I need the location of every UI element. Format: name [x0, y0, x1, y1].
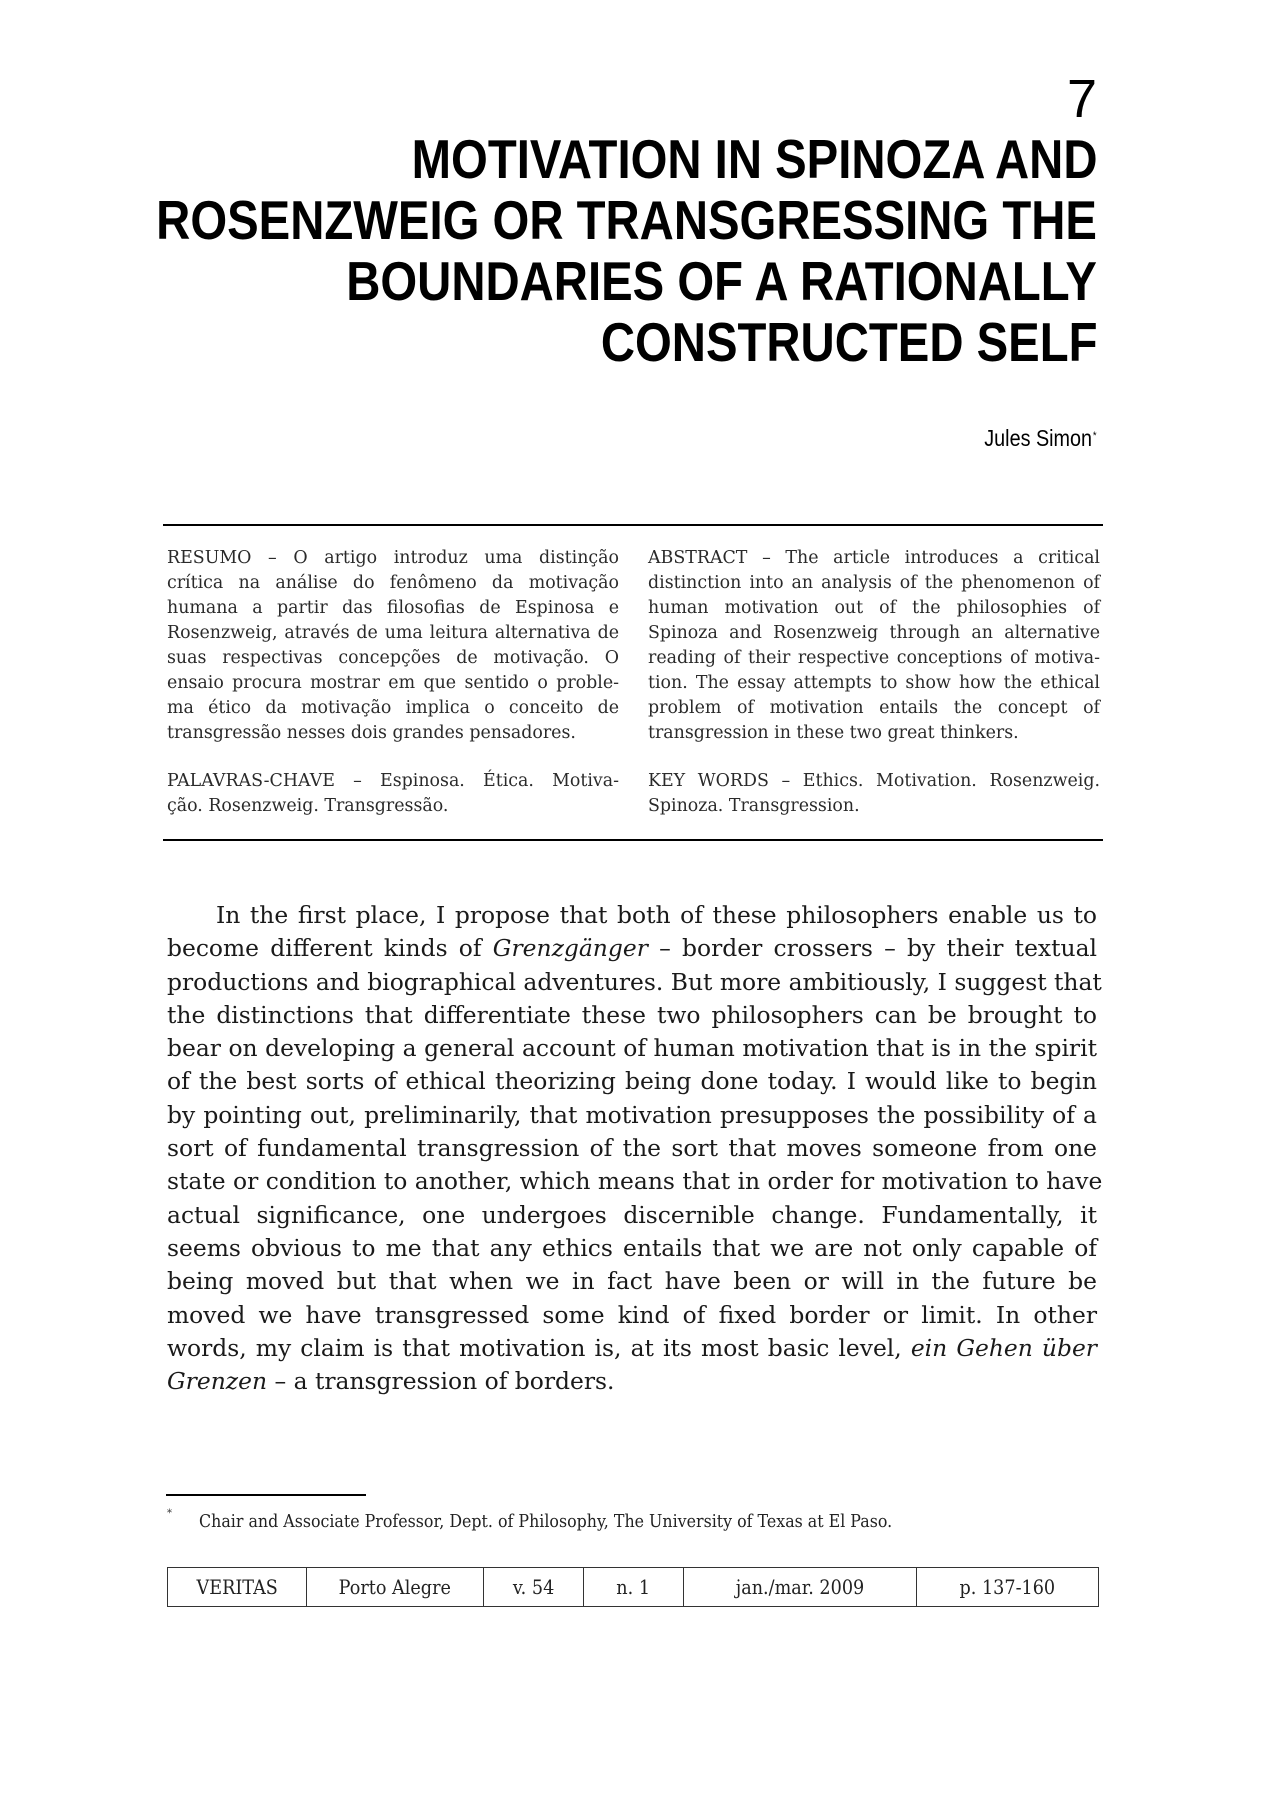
- body-line: In the first place, I propose that both of these philosophers enable us to: [216, 901, 1097, 929]
- chapter-number: 7: [1066, 69, 1097, 129]
- citation-pages: [917, 1568, 1099, 1607]
- resumo-section: [167, 546, 619, 819]
- abstract-top-rule: [163, 524, 1103, 526]
- body-line: words, my claim is that motivation is, at its most basic level, ein Gehen über: [167, 1333, 1097, 1362]
- title-line: MOTIVATION IN SPINOZA AND: [411, 128, 1097, 190]
- key-words-line: Spinoza. Transgression.: [648, 796, 860, 816]
- title-line: BOUNDARIES OF A RATIONALLY: [346, 250, 1097, 312]
- italic-term: ein Gehen über: [910, 1333, 1097, 1362]
- key-words-line: KEY WORDS – Ethics. Motivation. Rosenzweig.: [648, 771, 1100, 791]
- citation-journal-text: VERITAS: [196, 1575, 278, 1599]
- citation-volume-text: v. 54: [512, 1575, 555, 1599]
- body-line: moved we have transgressed some kind of fixed border or limit. In other: [167, 1300, 1097, 1329]
- resumo-line: crítica na análise do fenômeno da motivação: [167, 573, 619, 593]
- footnote-separator: [166, 1494, 366, 1496]
- citation-volume: [484, 1568, 584, 1607]
- body-line: sort of fundamental transgression of the sort that moves someone from one: [167, 1134, 1097, 1163]
- abstract-line: problem of motivation entails the concept of: [648, 698, 1100, 718]
- spacer: [648, 746, 1100, 769]
- title-line: CONSTRUCTED SELF: [600, 311, 1097, 373]
- body-line: state or condition to another, which means that in order for motivation to have: [167, 1167, 1103, 1196]
- body-line: being moved but that when we in fact have been or will in the future be: [167, 1267, 1097, 1296]
- citation-number: [584, 1568, 684, 1607]
- abstract-line: tion. The essay attempts to show how the ethical: [648, 673, 1100, 693]
- body-line: the distinctions that differentiate these two philosophers can be brought to: [167, 1000, 1097, 1029]
- citation-number-text: n. 1: [616, 1575, 651, 1599]
- resumo-line: humana a partir das filosofias de Espinosa e: [167, 598, 619, 618]
- body-line: Grenzen – a transgression of borders.: [167, 1367, 615, 1396]
- resumo-line: suas respectivas concepções de motivação. O: [167, 648, 619, 668]
- footnote-text: Chair and Associate Professor, Dept. of Philosophy, The University of Texas at El Paso.: [199, 1511, 893, 1532]
- resumo-line: transgressão nesses dois grandes pensadores.: [167, 723, 576, 743]
- abstract-line: Spinoza and Rosenzweig through an alternative: [648, 623, 1100, 643]
- resumo-line: ma ético da motivação implica o conceito de: [167, 698, 619, 718]
- spacer: [167, 746, 619, 769]
- citation-date-text: jan./mar. 2009: [735, 1575, 865, 1599]
- citation-journal: [168, 1568, 307, 1607]
- abstract-line: transgression in these two great thinkers.: [648, 723, 1019, 743]
- body-line: seems obvious to me that any ethics entails that we are not only capable of: [167, 1233, 1097, 1262]
- abstract-section: [648, 546, 1100, 819]
- abstract-line: reading of their respective conceptions of motiva-: [648, 648, 1100, 668]
- italic-term: Grenzgänger: [492, 934, 648, 963]
- body-line: by pointing out, preliminarily, that motivation presupposes the possibility of a: [167, 1100, 1097, 1129]
- footnote-marker: *: [167, 1508, 172, 1519]
- palavras-chave-line: PALAVRAS-CHAVE – Espinosa. Ética. Motiva-: [167, 771, 619, 791]
- body-line: become different kinds of Grenzgänger – border crossers – by their textual: [167, 934, 1097, 963]
- abstract-line: human motivation out of the philosophies of: [648, 598, 1100, 618]
- citation-pages-text: p. 137-160: [959, 1575, 1056, 1599]
- resumo-line: Rosenzweig, através de uma leitura alternativa de: [167, 623, 619, 643]
- body-line: productions and biographical adventures. But more ambitiously, I suggest that: [167, 967, 1102, 996]
- citation-date: [684, 1568, 917, 1607]
- body-line: actual significance, one undergoes discernible change. Fundamentally, it: [167, 1200, 1097, 1229]
- abstract-line: ABSTRACT – The article introduces a critical: [648, 548, 1100, 568]
- abstract-bottom-rule: [163, 839, 1103, 841]
- author-name: Jules Simon: [984, 425, 1093, 451]
- author-byline: [985, 426, 1097, 450]
- citation-row: [168, 1568, 1099, 1607]
- palavras-chave-line: ção. Rosenzweig. Transgressão.: [167, 796, 449, 816]
- citation-city-text: Porto Alegre: [338, 1575, 452, 1599]
- body-line: bear on developing a general account of human motivation that is in the spirit: [167, 1034, 1097, 1063]
- citation-city: [307, 1568, 484, 1607]
- italic-term: Grenzen: [167, 1367, 268, 1396]
- resumo-line: ensaio procura mostrar em que sentido o proble-: [167, 673, 619, 693]
- resumo-line: RESUMO – O artigo introduz uma distinção: [167, 548, 619, 568]
- citation-table: [167, 1567, 1099, 1607]
- body-line: of the best sorts of ethical theorizing being done today. I would like to begin: [167, 1067, 1097, 1096]
- abstract-line: distinction into an analysis of the phenomenon of: [648, 573, 1100, 593]
- title-line: ROSENZWEIG OR TRANSGRESSING THE: [156, 189, 1097, 251]
- body-paragraph: [167, 899, 1103, 1398]
- author-footnote-marker[interactable]: *: [1093, 430, 1097, 442]
